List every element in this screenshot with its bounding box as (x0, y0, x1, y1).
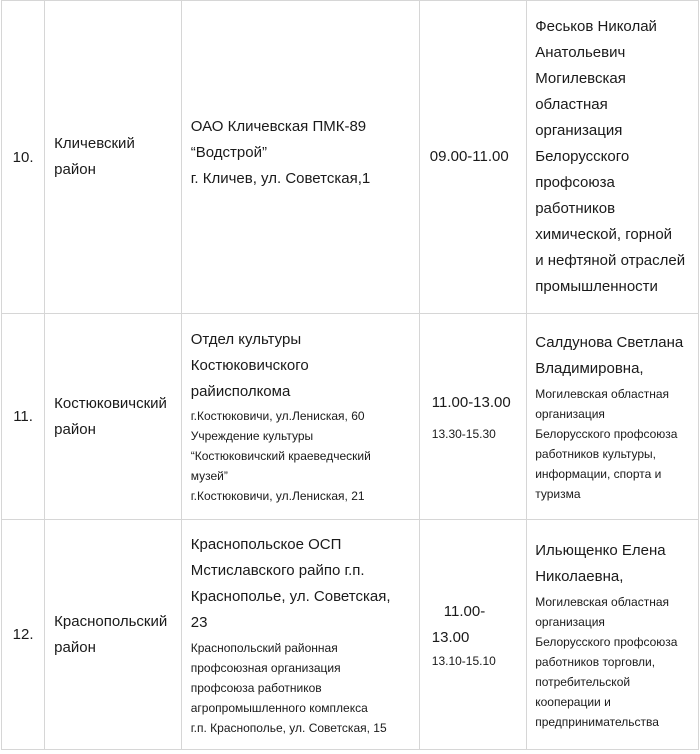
district-line: район (54, 161, 96, 178)
person-line: профсоюза (535, 174, 615, 191)
person-line: областная (535, 96, 608, 113)
organization-cell (181, 314, 419, 520)
time-line: 13.00 (431, 628, 470, 646)
contact-person-cell (527, 1, 699, 314)
district-line: Кличевский (54, 135, 135, 152)
organization-cell (181, 1, 419, 314)
person-line: Белорусского (535, 148, 630, 165)
person-detail-line: Могилевская областная (535, 386, 670, 401)
table-row (2, 314, 699, 520)
person-detail-line: кооперации и (535, 694, 611, 709)
person-line: работников (535, 200, 616, 217)
org-detail-line: “Костюковичский краеведческий (190, 449, 371, 463)
org-line: 23 (190, 613, 208, 631)
organization-cell (181, 520, 419, 750)
org-detail-line: г.Костюковичи, ул.Лениская, 60 (190, 409, 365, 423)
time-line: 09.00-11.00 (429, 148, 509, 165)
row-number: 10. (2, 1, 45, 314)
district-line: район (54, 420, 96, 438)
org-detail-line: профсоюзная организация (190, 660, 341, 675)
person-line: Владимировна, (535, 359, 644, 377)
org-detail-line: г.п. Краснополье, ул. Советская, 15 (190, 720, 387, 735)
org-line: Мстиславского райпо г.п. (190, 561, 365, 579)
person-line: организация (535, 122, 623, 139)
person-detail-line: потребительской (535, 674, 631, 689)
person-detail-line: предпринимательства (535, 714, 659, 729)
time-line: 11.00-13.00 (431, 393, 511, 411)
time-detail-line: 13.30-15.30 (431, 426, 496, 441)
org-line: Краснополье, ул. Советская, (190, 587, 391, 605)
time-line: 11.00- (443, 602, 486, 620)
person-detail-line: организация (535, 406, 605, 421)
time-cell (419, 520, 526, 750)
person-line: Ильющенко Елена (535, 541, 666, 559)
time-cell (419, 314, 526, 520)
row-number: 12. (2, 520, 45, 750)
district-line: район (54, 638, 96, 656)
person-detail-line: Могилевская областная (535, 594, 670, 609)
district-cell (45, 314, 182, 520)
person-detail-line: работников культуры, (535, 446, 657, 461)
person-line: химической, горной (535, 226, 673, 243)
time-cell (419, 1, 526, 314)
person-line: промышленности (535, 278, 658, 295)
district-line: Краснопольский (54, 612, 168, 630)
person-line: Феськов Николай (535, 18, 657, 35)
person-detail-line: работников торговли, (535, 654, 656, 669)
person-line: Николаевна, (535, 567, 624, 585)
org-line: райисполкома (190, 383, 291, 400)
org-line: ОАО Кличевская ПМК-89 (190, 118, 367, 135)
table-row (2, 520, 699, 750)
person-line: Салдунова Светлана (535, 333, 684, 351)
org-detail-line: профсоюза работников (190, 680, 322, 695)
contact-person-cell (527, 314, 699, 520)
org-line: Краснопольское ОСП (190, 535, 342, 553)
person-detail-line: информации, спорта и (535, 466, 662, 481)
table-row (2, 1, 699, 314)
person-line: Анатольевич (535, 44, 626, 61)
person-line: Могилевская (535, 70, 626, 87)
org-line: г. Кличев, ул. Советская,1 (190, 170, 371, 187)
org-detail-line: Учреждение культуры (190, 429, 314, 443)
district-cell (45, 1, 182, 314)
person-detail-line: организация (535, 614, 605, 629)
person-detail-line: Белорусского профсоюза (535, 426, 678, 441)
org-line: Костюковичского (190, 357, 309, 374)
org-detail-line: агропромышленного комплекса (190, 700, 368, 715)
person-detail-line: туризма (535, 486, 581, 501)
row-number: 11. (2, 314, 45, 520)
org-detail-line: Краснопольский районная (190, 640, 338, 655)
person-line: и нефтяной отраслей (535, 252, 686, 269)
org-detail-line: г.Костюковичи, ул.Лениская, 21 (190, 489, 365, 503)
district-line: Костюковичский (54, 394, 167, 412)
schedule-table (1, 0, 699, 750)
org-line: Отдел культуры (190, 331, 302, 348)
person-detail-line: Белорусского профсоюза (535, 634, 678, 649)
time-detail-line: 13.10-15.10 (431, 653, 496, 668)
org-detail-line: музей” (190, 469, 228, 483)
org-line: “Водстрой” (190, 144, 267, 161)
contact-person-cell (527, 520, 699, 750)
district-cell (45, 520, 182, 750)
